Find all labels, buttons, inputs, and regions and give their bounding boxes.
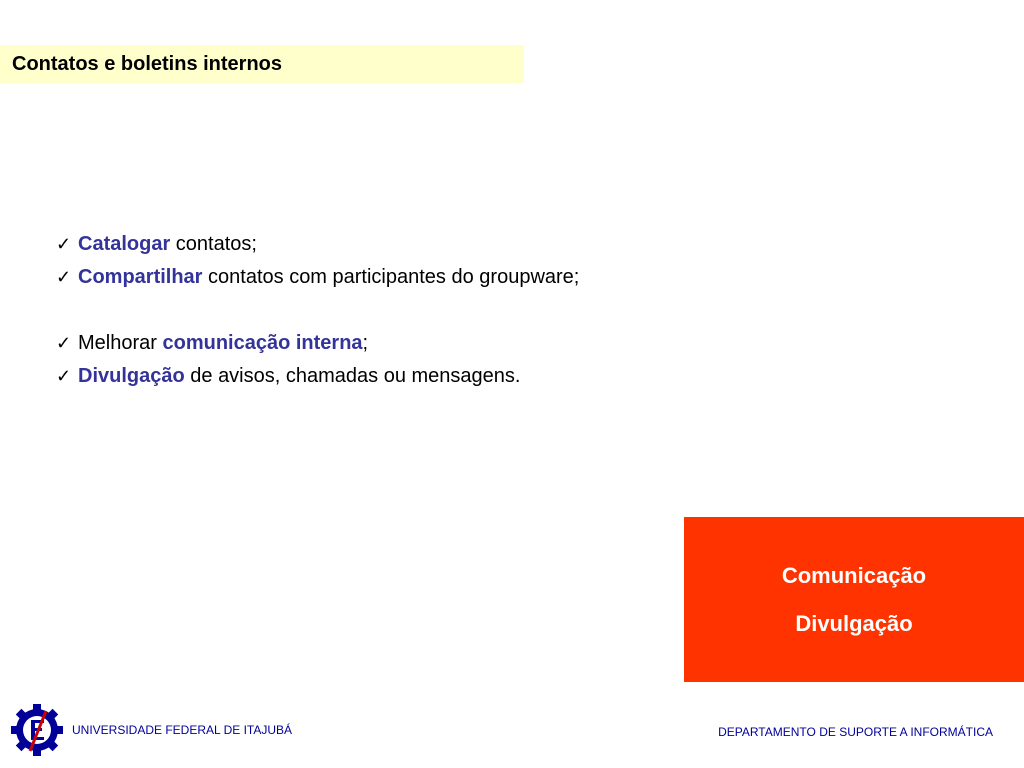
bullet-highlight: Divulgação <box>78 365 185 387</box>
checkmark-icon: ✓ <box>56 234 72 254</box>
bullet-item <box>56 261 579 294</box>
bullet-text: contatos com participantes do groupware; <box>202 266 580 288</box>
bullet-highlight: Compartilhar <box>78 266 203 288</box>
bullet-item <box>56 360 579 393</box>
university-gear-logo-icon <box>8 701 66 759</box>
title-bar <box>0 45 524 83</box>
bullet-text: contatos; <box>170 233 257 255</box>
university-name: UNIVERSIDADE FEDERAL DE ITAJUBÁ <box>72 723 293 737</box>
bullet-text: de avisos, chamadas ou mensagens. <box>184 365 521 387</box>
checkmark-icon: ✓ <box>56 333 72 353</box>
callout-box <box>684 517 1024 682</box>
callout-line-1: Comunicação <box>781 562 927 588</box>
bullet-item <box>56 228 579 261</box>
callout-line-2: Divulgação <box>795 610 913 636</box>
checkmark-icon: ✓ <box>56 366 72 386</box>
bullet-text: ; <box>362 332 369 354</box>
checkmark-icon: ✓ <box>56 267 72 287</box>
bullet-item <box>56 327 579 360</box>
bullet-highlight: comunicação interna <box>162 332 363 354</box>
bullet-prefix: Melhorar <box>78 332 163 354</box>
slide-title: Contatos e boletins internos <box>12 52 283 75</box>
bullet-list <box>56 228 579 393</box>
bullet-highlight: Catalogar <box>78 233 171 255</box>
department-name: DEPARTAMENTO DE SUPORTE A INFORMÁTICA <box>718 725 993 739</box>
